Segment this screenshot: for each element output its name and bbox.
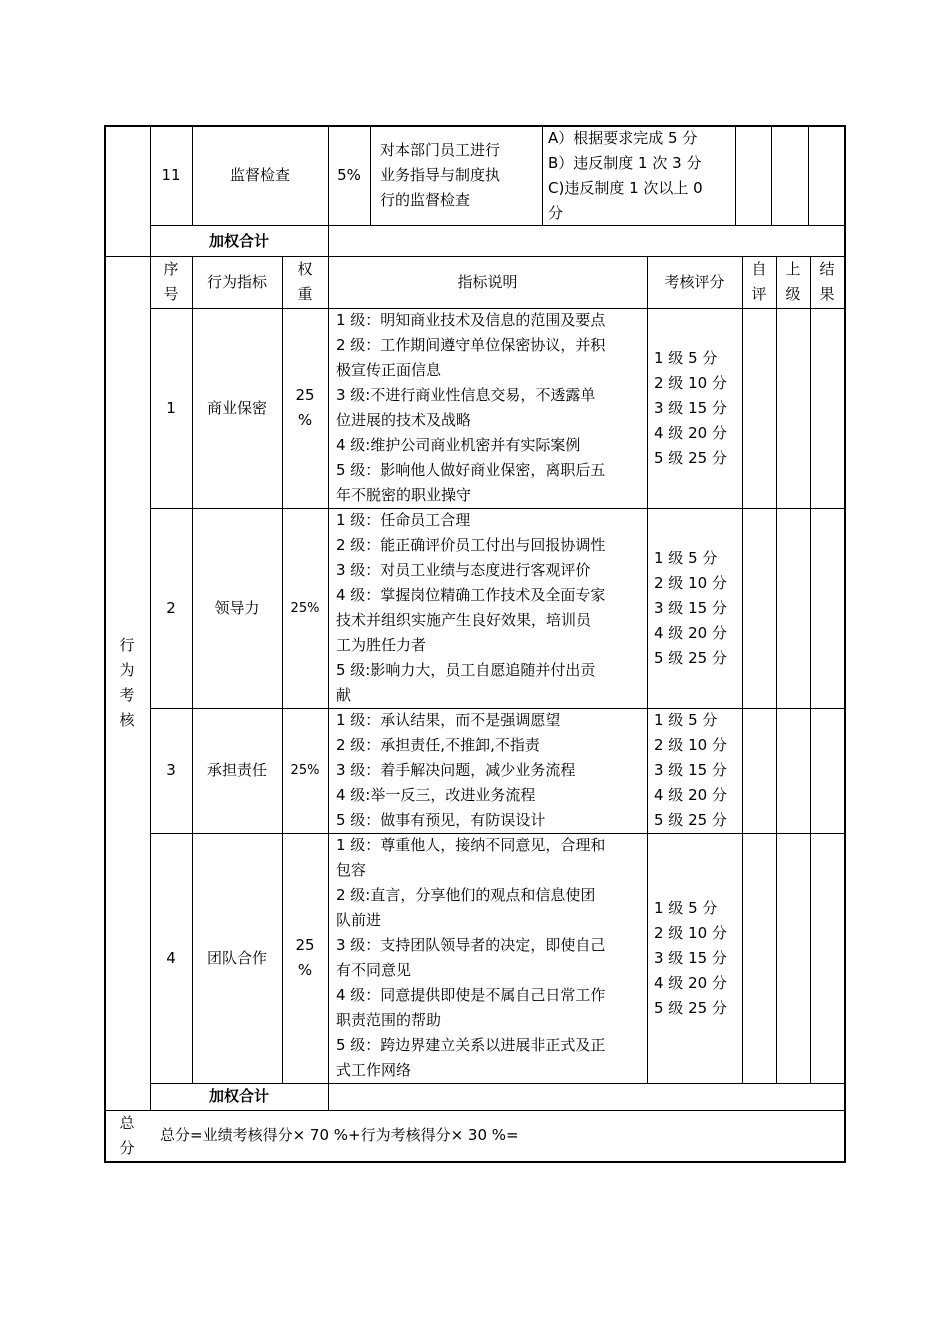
indicator-name: 领导力	[214, 598, 260, 617]
indicator-description: 1 级：明知商业技术及信息的范围及要点 2 级：工作期间遵守单位保密协议，并积 极宣传正面信息 3 级:不进行商业性信息交易，不透露单 位进展的技术及战略 4 级:维护公司商业机密并有实际案例 5 级：影响他人做好商业保密，离职后五 年不脱密的职业操守	[336, 311, 606, 504]
row-number: 3	[166, 761, 176, 779]
header-scoring: 考核评分	[664, 272, 725, 291]
weight: 5%	[337, 166, 361, 184]
row-number: 1	[166, 398, 176, 417]
weight: 25 %	[295, 936, 315, 979]
header-weight: 权 重	[297, 260, 313, 303]
indicator-description: 1 级：任命员工合理 2 级：能正确评价员工付出与回报协调性 3 级：对员工业绩与态度进行客观评价 4 级：掌握岗位精确工作技术及全面专家 技术并组织实施产生良好效果，培训员 工为胜任力者 5 级:影响力大，员工自愿追随并付出贡 献	[336, 511, 606, 704]
scoring-levels: 1 级 5 分 2 级 10 分 3 级 15 分 4 级 20 分 5 级 25 分	[654, 548, 727, 667]
indicator-name: 监督检查	[229, 166, 290, 184]
weight: 25 %	[295, 386, 315, 429]
total-label: 总 分	[119, 1113, 135, 1157]
row-number: 11	[161, 166, 181, 184]
scoring-levels: 1 级 5 分 2 级 10 分 3 级 15 分 4 级 20 分 5 级 25 分	[654, 348, 727, 467]
weight: 25%	[290, 600, 320, 616]
header-description: 指标说明	[457, 272, 518, 291]
indicator-name: 团队合作	[206, 948, 267, 967]
header-self-eval: 自 评	[751, 260, 767, 303]
row-number: 4	[166, 948, 176, 967]
scoring-levels: 1 级 5 分 2 级 10 分 3 级 15 分 4 级 20 分 5 级 25 分	[654, 711, 727, 829]
scoring-levels: 1 级 5 分 2 级 10 分 3 级 15 分 4 级 20 分 5 级 25 分	[654, 898, 727, 1017]
total-formula: 总分=业绩考核得分× 70 %+行为考核得分× 30 %=	[160, 1126, 519, 1144]
row-number: 2	[166, 598, 176, 617]
behavior-section-label: 行 为 考 核	[119, 636, 135, 729]
header-result: 结 果	[819, 260, 835, 303]
indicator-description: 1 级：承认结果，而不是强调愿望 2 级：承担责任,不推卸,不指责 3 级：着手解决问题，减少业务流程 4 级:举一反三，改进业务流程 5 级：做事有预见，有防误设计	[336, 711, 576, 829]
indicator-description: 对本部门员工进行 业务指导与制度执 行的监督检查	[380, 141, 501, 209]
header-no: 序 号	[163, 260, 179, 303]
weighted-subtotal-label: 加权合计	[208, 231, 269, 250]
header-indicator: 行为指标	[206, 272, 267, 291]
indicator-name: 商业保密	[206, 398, 267, 417]
scoring-criteria: A）根据要求完成 5 分 B）违反制度 1 次 3 分 C)违反制度 1 次以上 0 分	[548, 128, 703, 222]
weight: 25%	[290, 763, 320, 778]
indicator-name: 承担责任	[206, 761, 267, 779]
assessment-table	[104, 125, 846, 1163]
weighted-subtotal-label: 加权合计	[208, 1087, 269, 1105]
indicator-description: 1 级：尊重他人，接纳不同意见，合理和 包容 2 级:直言，分享他们的观点和信息使团 队前进 3 级：支持团队领导者的决定，即使自己 有不同意见 4 级：同意提供即使是不属自己日常工作 职责范围的帮助 5 级：跨边界建立关系以进展非正式及正 式工作网络	[336, 836, 606, 1079]
header-superior-eval: 上 级	[785, 260, 801, 303]
